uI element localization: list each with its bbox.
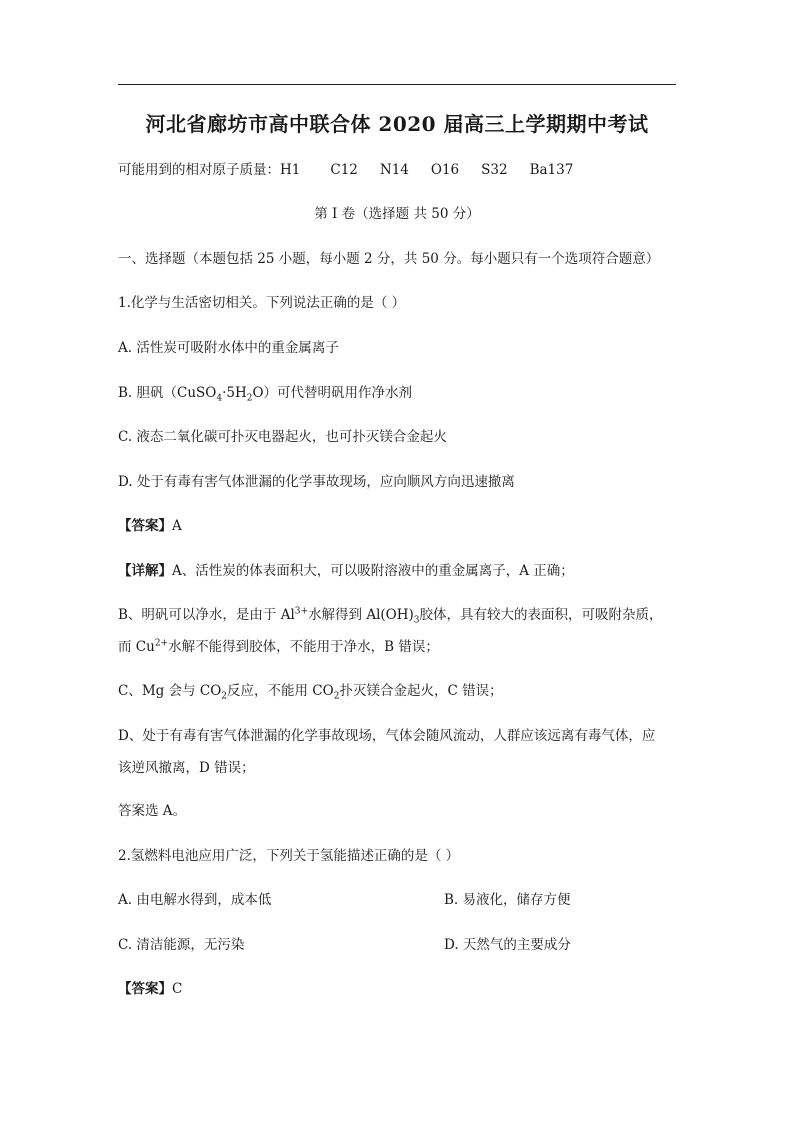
question-2-option-c: C. 清洁能源，无污染 (118, 937, 245, 953)
section-instructions: 一、选择题（本题包括 25 小题，每小题 2 分，共 50 分。每小题只有一个选项符合题意） (118, 251, 660, 267)
atomic-mass-item: C12 (330, 162, 358, 178)
question-1-detail-c: C、Mg 会与 $CO_2$反应，不能用 $CO_2$扑灭镁合金起火，C 错误； (118, 683, 503, 702)
question-1-answer (118, 517, 182, 535)
question-1-option-a: A. 活性炭可吸附水体中的重金属离子 (118, 340, 339, 356)
question-1-detail-a: 【详解】A、活性炭的体表面积大，可以吸附溶液中的重金属离子，A 正确； (118, 563, 574, 579)
question-1-option-d: D. 处于有毒有害气体泄漏的化学事故现场，应向顺风方向迅速撤离 (118, 474, 515, 490)
question-1-detail-d-line1: D、处于有毒有害气体泄漏的化学事故现场，气体会随风流动，人群应该远离有毒气体，应 (118, 728, 656, 744)
atomic-mass-item: H1 (280, 162, 301, 178)
atomic-mass-item: N14 (379, 162, 409, 178)
question-2-option-d: D. 天然气的主要成分 (444, 937, 571, 953)
atomic-mass-line (118, 161, 573, 179)
answer-label: 【答案】 (118, 518, 172, 534)
question-2-answer (118, 980, 182, 998)
question-2-option-b: B. 易液化，储存方便 (444, 892, 571, 908)
question-1-detail-b-line2: 而 $Cu^{2+}$水解不能得到胶体，不能用于净水，B 错误； (118, 638, 439, 655)
question-2-stem: 2.氢燃料电池应用广泛，下列关于氢能描述正确的是（ ） (118, 848, 460, 864)
atomic-mass-item: O16 (430, 162, 460, 178)
atomic-mass-item: Ba137 (529, 162, 574, 178)
header-rule (118, 84, 676, 85)
detail-label: 【详解】 (118, 563, 172, 579)
question-1-conclusion: 答案选 A。 (118, 803, 187, 819)
answer-value: A (172, 518, 182, 534)
answer-value: C (172, 981, 183, 997)
exam-title: 河北省廊坊市高中联合体 2020 届高三上学期期中考试 (145, 112, 649, 136)
atomic-mass-label: 可能用到的相对原子质量： (118, 162, 280, 178)
answer-label: 【答案】 (118, 981, 172, 997)
question-1-stem: 1.化学与生活密切相关。下列说法正确的是（ ） (118, 295, 406, 311)
question-2-option-a: A. 由电解水得到，成本低 (118, 892, 272, 908)
atomic-mass-item: S32 (481, 162, 508, 178)
question-1-detail-b-line1: B、明矾可以净水，是由于 $Al^{3+}$水解得到 $Al(OH)_3$胶体，具有较大的表面积，可吸附杂质， (118, 606, 663, 626)
question-1-option-b: B. 胆矾$(CuSO_4\cdot 5H_2O)$可代替明矾用作净水剂 (118, 385, 413, 404)
section-heading: 第 I 卷（选择题 共 50 分） (314, 206, 480, 222)
question-1-detail-d-line2: 该逆风撤离，D 错误； (118, 760, 255, 776)
question-1-option-c: C. 液态二氧化碳可扑灭电器起火，也可扑灭镁合金起火 (118, 429, 447, 445)
